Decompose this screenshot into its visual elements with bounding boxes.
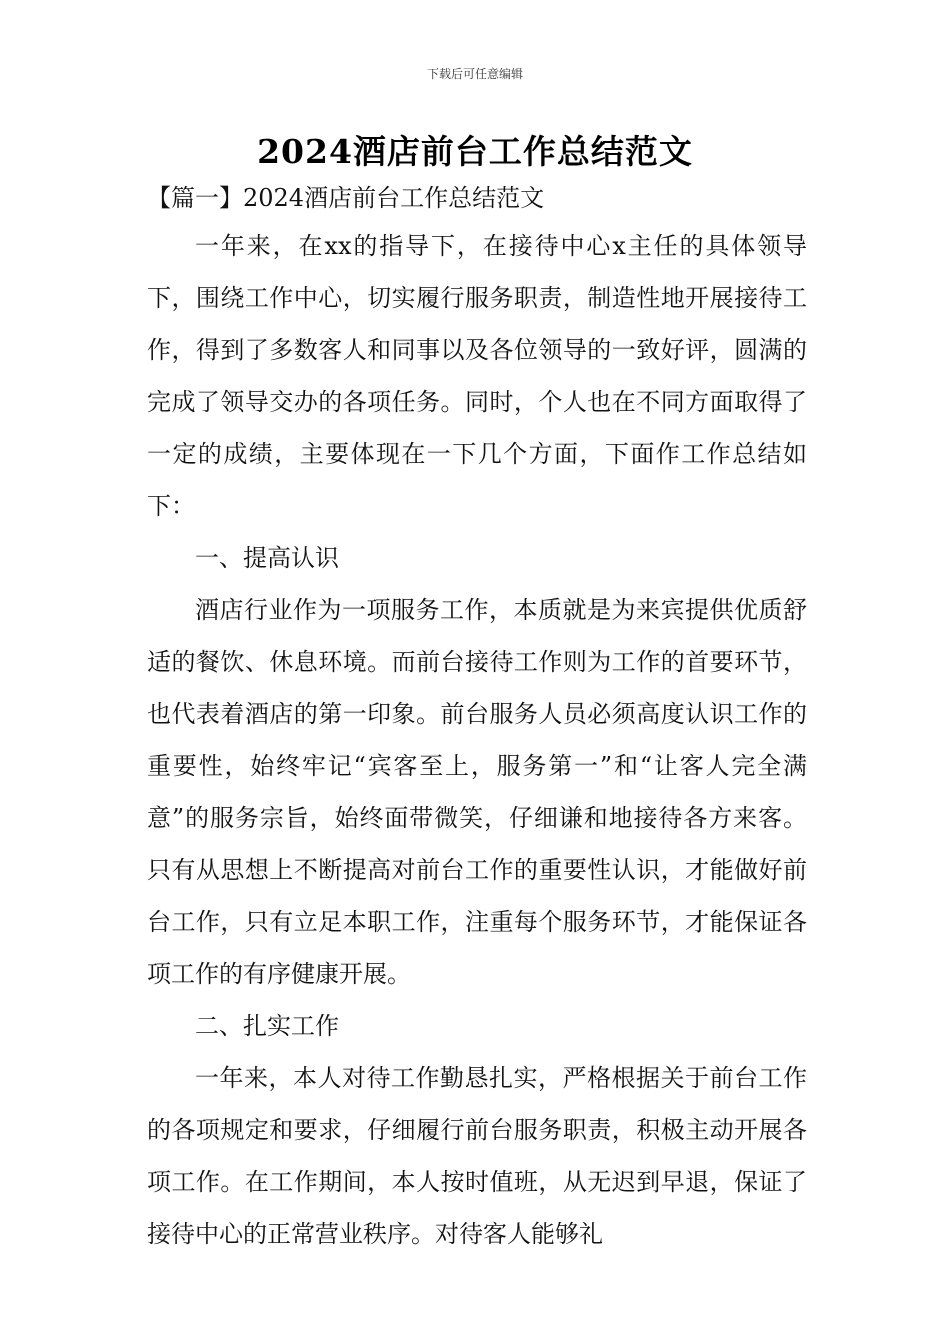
document-body — [147, 220, 807, 1260]
paragraph-section-1: 酒店行业作为一项服务工作，本质就是为来宾提供优质舒适的餐饮、休息环境。而前台接待工作则为工作的首要环节，也代表着酒店的第一印象。前台服务人员必须高度认识工作的重要性，始终牢记“宾客至上，服务第一”和“让客人完全满意”的服务宗旨，始终面带微笑，仔细谦和地接待各方来客。只有从思想上不断提高对前台工作的重要性认识，才能做好前台工作，只有立足本职工作，注重每个服务环节，才能保证各项工作的有序健康开展。 — [147, 596, 807, 988]
header-note: 下载后可任意编辑 — [426, 67, 523, 81]
section-heading-2: 二、扎实工作 — [195, 1012, 339, 1040]
section-heading-1: 一、提高认识 — [195, 544, 339, 572]
paragraph-section-2: 一年来，本人对待工作勤恳扎实，严格根据关于前台工作的各项规定和要求，仔细履行前台服务职责，积极主动开展各项工作。在工作期间，本人按时值班，从无迟到早退，保证了接待中心的正常营业秩序。对待客人能够礼 — [147, 1064, 807, 1248]
document-title: 2024酒店前台工作总结范文 — [257, 132, 693, 171]
paragraph-intro: 一年来，在xx的指导下，在接待中心x主任的具体领导下，围绕工作中心，切实履行服务职责，制造性地开展接待工作，得到了多数客人和同事以及各位领导的一致好评，圆满的完成了领导交办的各项任务。同时，个人也在不同方面取得了一定的成绩，主要体现在一下几个方面，下面作工作总结如下： — [147, 232, 807, 520]
document-subtitle: 【篇一】2024酒店前台工作总结范文 — [147, 184, 545, 212]
